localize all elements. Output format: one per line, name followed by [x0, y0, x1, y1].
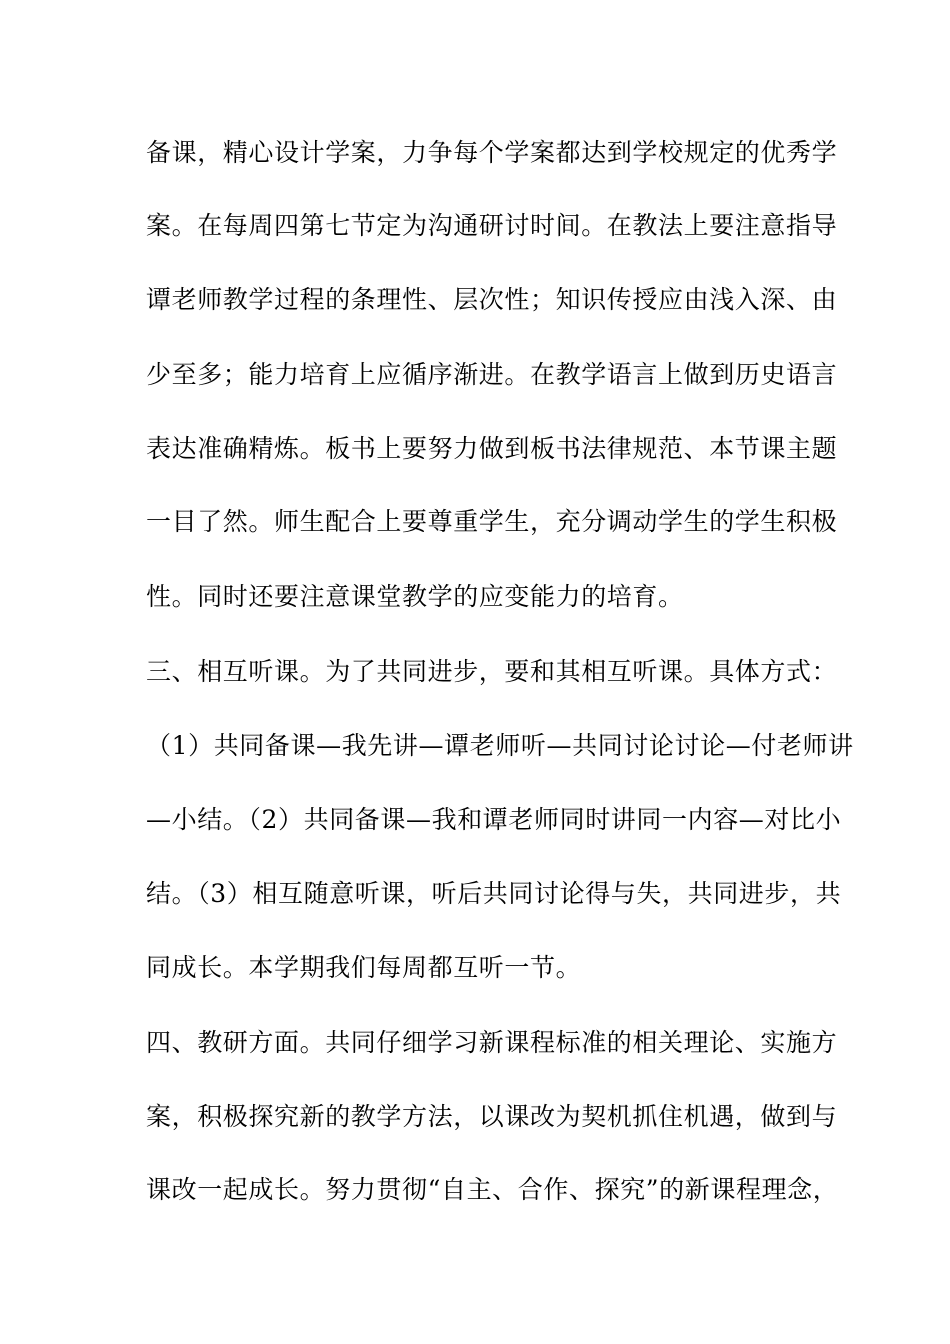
paragraph-line: 结。（3）相互随意听课，听后共同讨论得与失，共同进步，共 [146, 879, 842, 908]
paragraph-line: —小结。（2）共同备课—我和谭老师同时讲同一内容—对比小 [146, 805, 842, 834]
paragraph-line: 同成长。本学期我们每周都互听一节。 [146, 953, 582, 982]
section-heading-line: 三、相互听课。为了共同进步，要和其相互听课。具体方式： [146, 657, 838, 686]
paragraph-line: 一目了然。师生配合上要尊重学生，充分调动学生的学生积极 [146, 507, 838, 536]
section-heading-line: 四、教研方面。共同仔细学习新课程标准的相关理论、实施方 [146, 1028, 838, 1057]
paragraph-line: 性。同时还要注意课堂教学的应变能力的培育。 [146, 582, 684, 611]
paragraph-line: 课改一起成长。努力贯彻“自主、合作、探究”的新课程理念， [146, 1175, 839, 1204]
paragraph-line: 备课，精心设计学案，力争每个学案都达到学校规定的优秀学 [146, 138, 838, 167]
paragraph-line: （1）共同备课—我先讲—谭老师听—共同讨论讨论—付老师讲 [146, 731, 854, 760]
paragraph-line: 案。在每周四第七节定为沟通研讨时间。在教法上要注意指导 [146, 211, 838, 240]
paragraph-line: 表达准确精炼。板书上要努力做到板书法律规范、本节课主题 [146, 434, 838, 463]
paragraph-line: 少至多；能力培育上应循序渐进。在教学语言上做到历史语言 [146, 360, 838, 389]
paragraph-line: 案，积极探究新的教学方法，以课改为契机抓住机遇，做到与 [146, 1102, 838, 1131]
paragraph-line: 谭老师教学过程的条理性、层次性；知识传授应由浅入深、由 [146, 285, 838, 314]
